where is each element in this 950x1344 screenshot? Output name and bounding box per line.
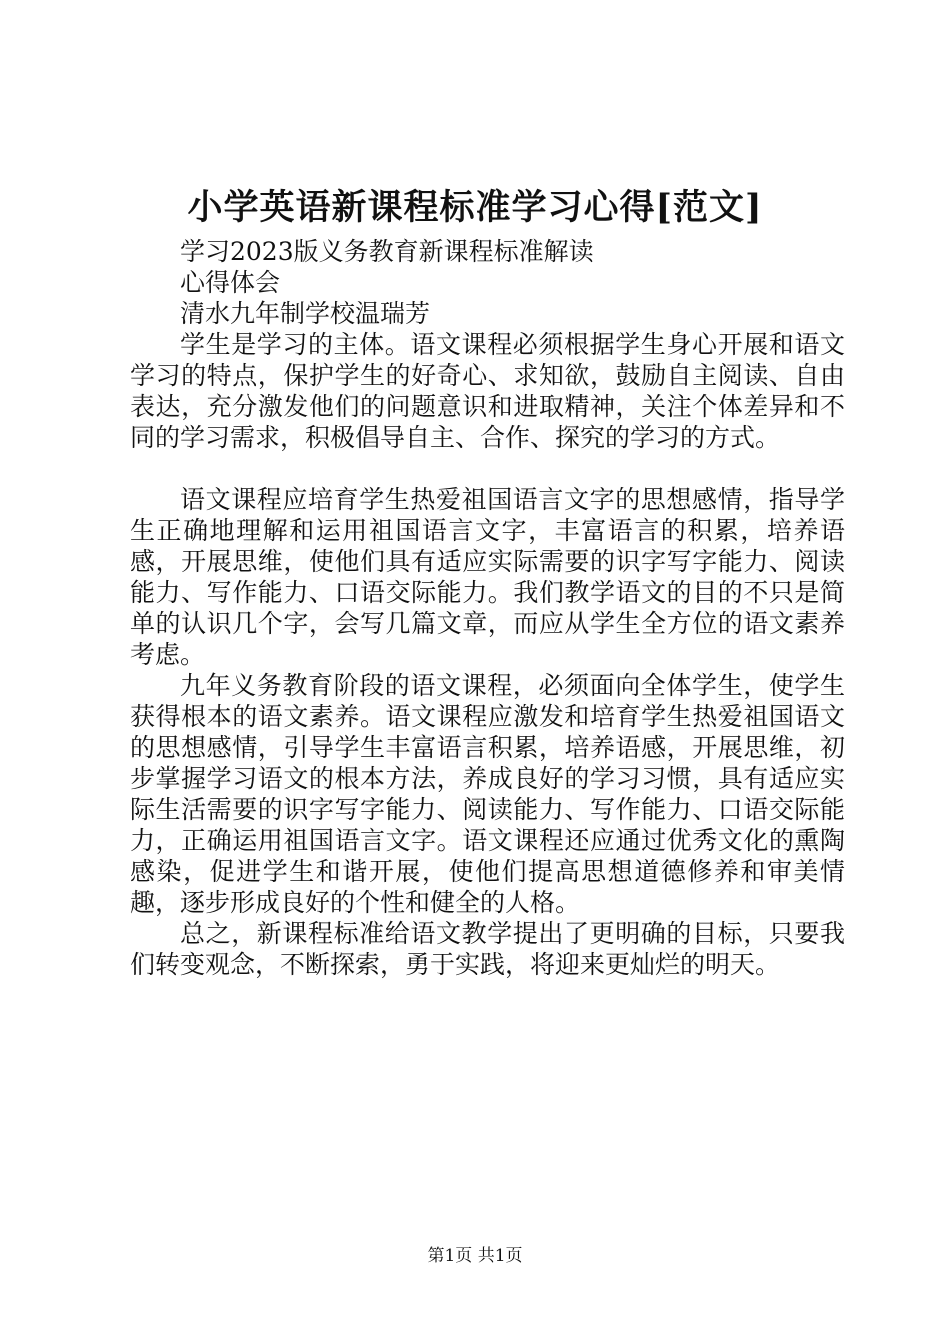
paragraph: 九年义务教育阶段的语文课程，必须面向全体学生，使学生获得根本的语文素养。语文课程应激发和培育学生热爱祖国语文的思想感情，引导学生丰富语言积累，培养语感，开展思维，初步掌握学习语文的根本方法，养成良好的学习习惯，具有适应实际生活需要的识字写字能力、阅读能力、写作能力、口语交际能力，正确运用祖国语言文字。语文课程还应通过优秀文化的熏陶感染，促进学生和谐开展，使他们提高思想道德修养和审美情趣，逐步形成良好的个性和健全的人格。 [130, 671, 845, 917]
subtitle-line: 心得体会 [180, 268, 281, 297]
paragraph: 总之，新课程标准给语文教学提出了更明确的目标，只要我们转变观念，不断探索，勇于实践，将迎来更灿烂的明天。 [130, 919, 845, 979]
paragraph: 学生是学习的主体。语文课程必须根据学生身心开展和语文学习的特点，保护学生的好奇心、求知欲，鼓励自主阅读、自由表达，充分激发他们的问题意识和进取精神，关注个体差异和不同的学习需求，积极倡导自主、合作、探究的学习的方式。 [130, 330, 845, 452]
document-body [130, 236, 845, 980]
subtitle-line: 学习2023版义务教育新课程标准解读 [180, 237, 594, 266]
document-title: 小学英语新课程标准学习心得[范文] [187, 187, 763, 228]
paragraph: 语文课程应培育学生热爱祖国语言文字的思想感情，指导学生正确地理解和运用祖国语言文字，丰富语言的积累，培养语感，开展思维，使他们具有适应实际需要的识字写字能力、阅读能力、写作能力、口语交际能力。我们教学语文的目的不只是简单的认识几个字，会写几篇文章，而应从学生全方位的语文素养考虑。 [130, 485, 845, 669]
author-line: 清水九年制学校温瑞芳 [180, 299, 431, 328]
paragraph-spacer [130, 453, 845, 484]
page-footer: 第1页 共1页 [427, 1246, 523, 1266]
